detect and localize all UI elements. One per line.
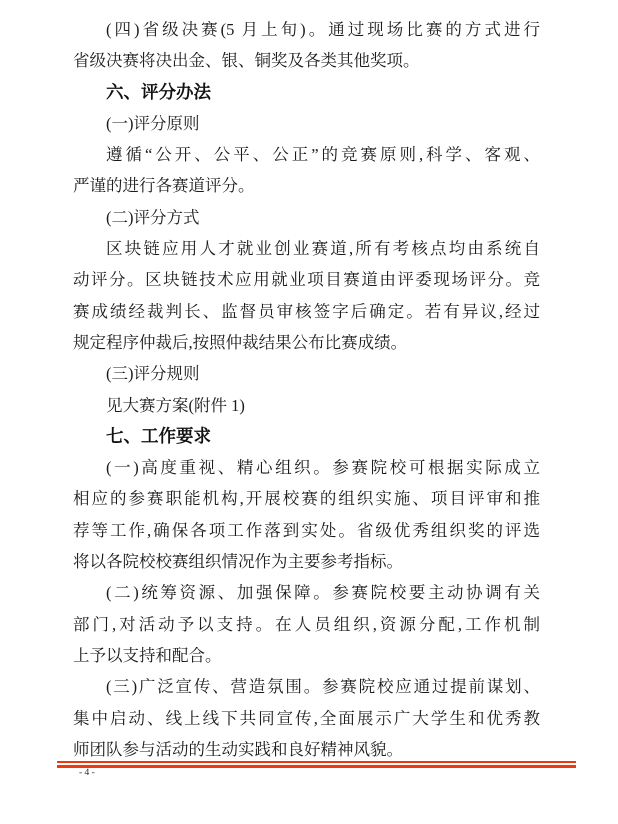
text-line: 上予以支持和配合。 xyxy=(73,645,222,665)
text-line: 荐等工作,确保各项工作落到实处。省级优秀组织奖的评选 xyxy=(73,520,540,540)
text-line: 动评分。区块链技术应用就业项目赛道由评委现场评分。竞 xyxy=(73,270,540,290)
document-content xyxy=(73,14,540,765)
text-line: 遵循“公开、公平、公正”的竞赛原则,科学、客观、 xyxy=(106,145,540,165)
text-line: 省级决赛将决出金、银、铜奖及各类其他奖项。 xyxy=(73,51,420,71)
text-line: 赛成绩经裁判长、监督员审核签字后确定。若有异议,经过 xyxy=(73,301,540,321)
footer-rule-thick xyxy=(57,765,576,768)
footer-rule-thin xyxy=(57,761,576,763)
text-line: 相应的参赛职能机构,开展校赛的组织实施、项目评审和推 xyxy=(73,489,540,509)
text-line: (二)评分方式 xyxy=(106,207,200,227)
section-heading: 七、工作要求 xyxy=(106,425,211,446)
text-line: (四)省级决赛(5 月上旬)。通过现场比赛的方式进行 xyxy=(106,20,540,39)
text-line: 部门,对活动予以支持。在人员组织,资源分配,工作机制 xyxy=(73,614,540,634)
text-line: 严谨的进行各赛道评分。 xyxy=(73,176,255,196)
text-line: (一)高度重视、精心组织。参赛院校可根据实际成立 xyxy=(106,458,540,478)
text-line: 集中启动、线上线下共同宣传,全面展示广大学生和优秀教 xyxy=(73,708,540,728)
page-number: - 4 - xyxy=(79,768,95,778)
text-line: 师团队参与活动的生动实践和良好精神风貌。 xyxy=(73,739,403,759)
section-heading: 六、评分办法 xyxy=(106,81,211,102)
text-line: 见大赛方案(附件 1) xyxy=(106,395,245,415)
text-line: (三)评分规则 xyxy=(106,364,200,384)
text-line: (三)广泛宣传、营造氛围。参赛院校应通过提前谋划、 xyxy=(106,677,540,697)
text-line: (二)统筹资源、加强保障。参赛院校要主动协调有关 xyxy=(106,583,540,603)
text-line: (一)评分原则 xyxy=(106,113,200,133)
text-line: 将以各院校校赛组织情况作为主要参考指标。 xyxy=(73,552,403,572)
text-line: 规定程序仲裁后,按照仲裁结果公布比赛成绩。 xyxy=(73,332,408,352)
text-line: 区块链应用人才就业创业赛道,所有考核点均由系统自 xyxy=(106,239,540,259)
